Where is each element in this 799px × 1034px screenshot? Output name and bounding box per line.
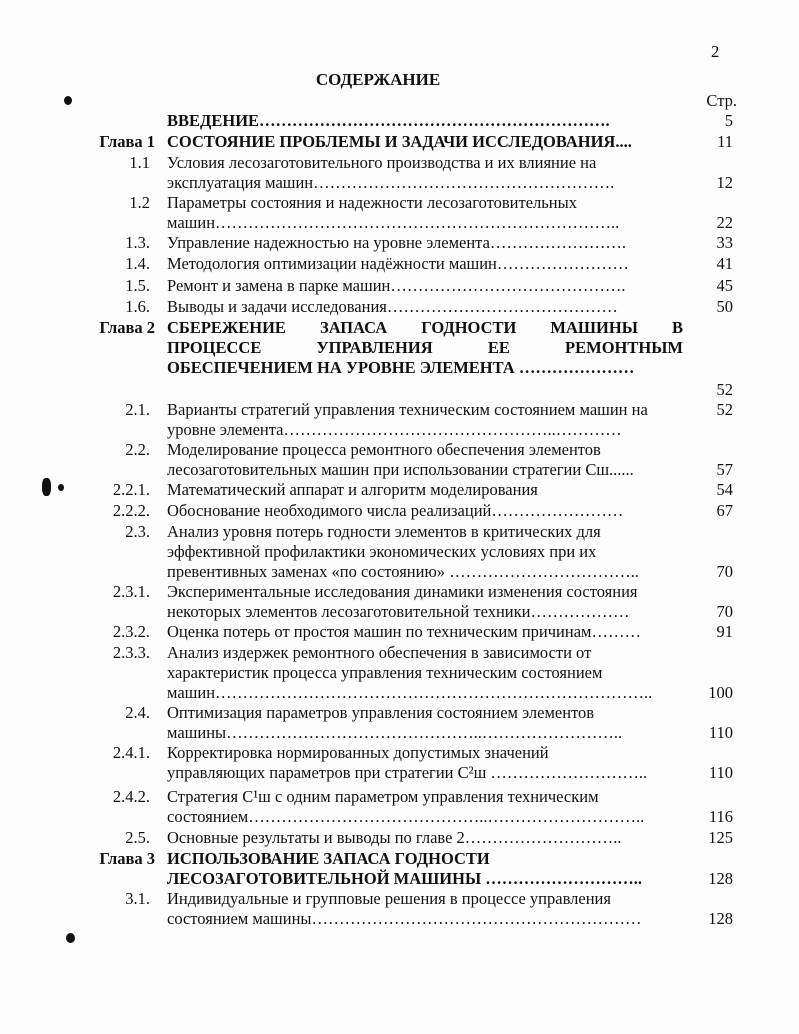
entry-page-number: 57	[716, 460, 733, 479]
entry-number: 1.1	[129, 153, 150, 172]
toc-title: СОДЕРЖАНИЕ	[315, 70, 441, 89]
entry-page-number: 54	[716, 480, 733, 499]
entry-number: 2.3.3.	[112, 643, 150, 662]
entry-page-number: 52	[716, 400, 733, 419]
entry-title-line[interactable]: ИСПОЛЬЗОВАНИЕ ЗАПАСА ГОДНОСТИ	[167, 849, 490, 868]
entry-number: 2.5.	[125, 828, 150, 847]
entry-title-line[interactable]: Методология оптимизации надёжности машин……………………	[167, 254, 629, 273]
entry-number: 1.3.	[125, 233, 150, 252]
entry-title-line[interactable]: Управление надежностью на уровне элемента…………………….	[167, 233, 627, 252]
entry-title-line[interactable]: Стратегия C¹ш с одним параметром управления техническим	[167, 787, 599, 806]
entry-page-number: 128	[708, 909, 733, 928]
entry-title-line[interactable]: Условия лесозаготовительного производства и их влияние на	[167, 153, 597, 172]
entry-number: Глава 1	[99, 132, 155, 151]
entry-title-line[interactable]: Варианты стратегий управления техническим состоянием машин на	[167, 400, 648, 419]
entry-page-number: 67	[716, 501, 733, 520]
entry-title-line[interactable]: эксплуатация машин……………………………………………….	[167, 173, 615, 192]
entry-page-number: 12	[716, 173, 733, 192]
entry-page-number: 22	[716, 213, 733, 232]
entry-title-line[interactable]: СБЕРЕЖЕНИЕ ЗАПАСА ГОДНОСТИ МАШИНЫ В	[167, 318, 683, 337]
entry-page-number: 128	[708, 869, 733, 888]
entry-page-number: 91	[716, 622, 733, 641]
entry-title-line[interactable]: состоянием……………………………………..………………………..	[167, 807, 645, 826]
scan-speck	[58, 484, 64, 491]
entry-page-number: 125	[708, 828, 733, 847]
entry-title-line[interactable]: некоторых элементов лесозаготовительной техники………………	[167, 602, 630, 621]
entry-title-line[interactable]: характеристик процесса управления техническим состоянием	[167, 663, 603, 682]
entry-number: 2.4.	[125, 703, 150, 722]
entry-number: 2.4.2.	[112, 787, 150, 806]
entry-number: 1.2	[129, 193, 150, 212]
entry-number: 1.5.	[125, 276, 150, 295]
entry-title-line[interactable]: ВВЕДЕНИЕ……………………………………………………….	[167, 111, 610, 130]
entry-title-line[interactable]: Математический аппарат и алгоритм моделирования	[167, 480, 538, 499]
entry-title-line[interactable]: Анализ издержек ремонтного обеспечения в зависимости от	[167, 643, 592, 662]
entry-title-line[interactable]: Экспериментальные исследования динамики изменения состояния	[167, 582, 638, 601]
entry-title-line[interactable]: машин………………………………………………………………..	[167, 213, 620, 232]
entry-page-number: 110	[708, 763, 733, 782]
entry-number: 2.3.2.	[112, 622, 150, 641]
entry-title-line[interactable]: СОСТОЯНИЕ ПРОБЛЕМЫ И ЗАДАЧИ ИССЛЕДОВАНИЯ....	[167, 132, 632, 151]
entry-page-number: 70	[716, 562, 733, 581]
page-number: 2	[711, 42, 720, 61]
entry-page-number: 100	[708, 683, 733, 702]
entry-title-line[interactable]: Корректировка нормированных допустимых значений	[167, 743, 549, 762]
entry-number: Глава 2	[99, 318, 155, 337]
entry-page-number: 41	[716, 254, 733, 273]
entry-title-line[interactable]: машин……………………………………………………………………..	[167, 683, 653, 702]
entry-number: 2.1.	[125, 400, 150, 419]
entry-title-line[interactable]: лесозаготовительных машин при использовании стратегии Cш......	[167, 460, 634, 479]
entry-number: 1.6.	[125, 297, 150, 316]
entry-title-line[interactable]: Выводы и задачи исследования……………………………………	[167, 297, 618, 316]
entry-title-line[interactable]: управляющих параметров при стратегии C²ш ………………………..	[167, 763, 648, 782]
scan-speck	[42, 478, 51, 496]
entry-title-line[interactable]: ОБЕСПЕЧЕНИЕМ НА УРОВНЕ ЭЛЕМЕНТА …………………	[167, 358, 635, 377]
entry-title-line[interactable]: ЛЕСОЗАГОТОВИТЕЛЬНОЙ МАШИНЫ ………………………..	[167, 869, 643, 888]
entry-page-number: 11	[717, 132, 733, 151]
entry-title-line[interactable]: Оптимизация параметров управления состоянием элементов	[167, 703, 595, 722]
entry-title-line[interactable]: Обоснование необходимого числа реализаций……………………	[167, 501, 624, 520]
entry-title-line[interactable]: состоянием машины……………………………………………………	[167, 909, 642, 928]
entry-title-line[interactable]: Анализ уровня потерь годности элементов в критических для	[167, 522, 601, 541]
entry-number: 1.4.	[125, 254, 150, 273]
entry-number: Глава 3	[99, 849, 155, 868]
entry-page-number: 45	[716, 276, 733, 295]
entry-number: 2.2.1.	[112, 480, 150, 499]
page-column-header: Стр.	[706, 91, 737, 110]
entry-title-line[interactable]: Ремонт и замена в парке машин…………………………………….	[167, 276, 626, 295]
entry-title-line[interactable]: превентивных заменах «по состоянию» ……………………………..	[167, 562, 639, 581]
entry-page-number: 52	[716, 380, 733, 399]
scan-speck	[66, 933, 75, 943]
entry-title-line[interactable]: уровне элемента…………………………………………..…………	[167, 420, 622, 439]
entry-page-number: 33	[716, 233, 733, 252]
entry-page-number: 70	[716, 602, 733, 621]
entry-page-number: 50	[716, 297, 733, 316]
entry-page-number: 5	[724, 111, 733, 130]
entry-number: 3.1.	[125, 889, 150, 908]
entry-title-line[interactable]: машины………………………………………..……………………..	[167, 723, 623, 742]
entry-title-line[interactable]: Параметры состояния и надежности лесозаготовительных	[167, 193, 577, 212]
entry-number: 2.2.	[125, 440, 150, 459]
entry-title-line[interactable]: Индивидуальные и групповые решения в процессе управления	[167, 889, 611, 908]
entry-number: 2.3.1.	[112, 582, 150, 601]
entry-title-line[interactable]: эффективной профилактики экономических условиях при их	[167, 542, 597, 561]
entry-title-line[interactable]: Оценка потерь от простоя машин по техническим причинам………	[167, 622, 641, 641]
entry-number: 2.4.1.	[112, 743, 150, 762]
scan-speck	[64, 96, 72, 105]
entry-title-line[interactable]: ПРОЦЕССЕ УПРАВЛЕНИЯ ЕЕ РЕМОНТНЫМ	[167, 338, 683, 357]
entry-title-line[interactable]: Моделирование процесса ремонтного обеспечения элементов	[167, 440, 601, 459]
entry-number: 2.3.	[125, 522, 150, 541]
entry-page-number: 116	[708, 807, 733, 826]
entry-title-line[interactable]: Основные результаты и выводы по главе 2………………………..	[167, 828, 622, 847]
entry-page-number: 110	[708, 723, 733, 742]
entry-number: 2.2.2.	[112, 501, 150, 520]
